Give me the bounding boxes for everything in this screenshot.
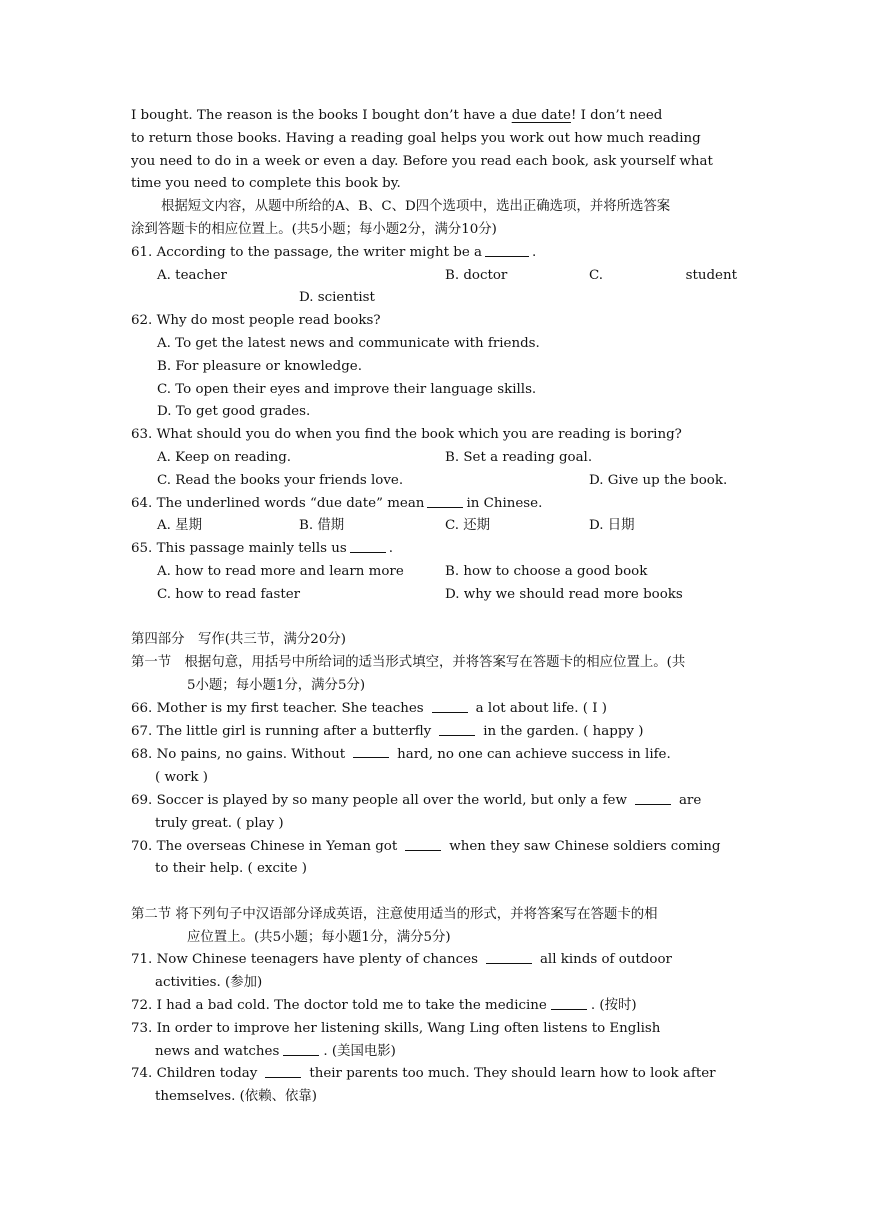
question-62: 62. Why do most people read books? — [131, 313, 381, 329]
answer-blank — [551, 995, 587, 1010]
trans-72: 72. I had a bad cold. The doctor told me to take the medicine . (按时) — [131, 995, 737, 1018]
option: B. For pleasure or knowledge. — [157, 358, 362, 374]
trans-71-cont: activities. (参加) — [155, 975, 263, 991]
underlined-due-date: due date — [511, 108, 571, 123]
options-65-row1 — [131, 561, 737, 584]
option: D. 日期 — [589, 518, 635, 534]
option: C. how to read faster — [157, 586, 301, 602]
answer-blank — [635, 790, 671, 805]
option: D. why we should read more books — [445, 586, 683, 602]
option: student — [685, 267, 737, 283]
option: B. doctor — [445, 267, 508, 283]
answer-blank — [265, 1063, 301, 1078]
question-65: 65. This passage mainly tells us . — [131, 538, 737, 561]
part4-heading: 第四部分 写作(共三节，满分20分) — [131, 632, 346, 648]
question-64: 64. The underlined words “due date” mean in Chinese. — [131, 493, 737, 516]
option: A. how to read more and learn more — [157, 563, 404, 579]
fill-70-cont: to their help. ( excite ) — [155, 861, 308, 877]
answer-blank — [350, 538, 386, 553]
option: C. — [589, 267, 604, 283]
options-64 — [131, 515, 737, 538]
option: C. 还期 — [445, 518, 491, 534]
option: A. teacher — [157, 267, 227, 283]
trans-73: 73. In order to improve her listening skills, Wang Ling often listens to English — [131, 1020, 661, 1036]
answer-blank — [427, 493, 463, 508]
fill-68-cont: ( work ) — [155, 770, 209, 786]
fill-68: 68. No pains, no gains. Without hard, no one can achieve success in life. — [131, 743, 737, 767]
section1-heading: 第一节 根据句意，用括号中所给词的适当形式填空，并将答案写在答题卡的相应位置上。(共 — [131, 655, 686, 671]
exam-page — [131, 105, 737, 1109]
fill-66: 66. Mother is my first teacher. She teaches a lot about life. ( I ) — [131, 698, 737, 721]
answer-blank — [485, 242, 529, 257]
passage-text: I bought. The reason is the books I bought don’t have a — [131, 108, 512, 123]
options-61 — [131, 265, 737, 288]
answer-blank — [439, 721, 475, 736]
instructions-line: 涂到答题卡的相应位置上。(共5小题；每小题2分，满分10分) — [131, 221, 497, 237]
passage-line — [131, 105, 737, 128]
section2-heading: 第二节 将下列句子中汉语部分译成英语，注意使用适当的形式，并将答案写在答题卡的相 — [131, 906, 658, 922]
fill-69: 69. Soccer is played by so many people all over the world, but only a few are — [131, 790, 737, 813]
section1-heading-cont: 5小题；每小题1分，满分5分) — [187, 677, 366, 693]
trans-74-cont: themselves. (依赖、依靠) — [155, 1089, 317, 1105]
options-63-row2 — [131, 470, 737, 493]
trans-74: 74. Children today their parents too much. They should learn how to look after — [131, 1063, 737, 1086]
option: D. To get good grades. — [157, 404, 311, 420]
trans-71: 71. Now Chinese teenagers have plenty of chances all kinds of outdoor — [131, 949, 737, 972]
option: D. scientist — [299, 290, 375, 306]
fill-69-cont: truly great. ( play ) — [155, 815, 284, 831]
options-63-row1 — [131, 447, 737, 470]
option: B. how to choose a good book — [445, 563, 648, 579]
answer-blank — [432, 698, 468, 713]
option: D. Give up the book. — [589, 472, 728, 488]
answer-blank — [486, 949, 532, 964]
section2-heading-cont: 应位置上。(共5小题；每小题1分，满分5分) — [187, 929, 451, 945]
fill-70: 70. The overseas Chinese in Yeman got when they saw Chinese soldiers coming — [131, 836, 737, 859]
option: A. To get the latest news and communicate with friends. — [157, 335, 540, 351]
option: A. Keep on reading. — [157, 449, 292, 465]
answer-blank — [283, 1041, 319, 1056]
question-63: 63. What should you do when you find the book which you are reading is boring? — [131, 427, 682, 443]
passage-text: ! I don’t need — [570, 108, 663, 123]
instructions-line: 根据短文内容，从题中所给的A、B、C、D四个选项中，选出正确选项，并将所选答案 — [161, 199, 671, 215]
passage-line: you need to do in a week or even a day. Before you read each book, ask yourself what — [131, 153, 713, 169]
answer-blank — [405, 836, 441, 851]
option: B. 借期 — [299, 518, 345, 534]
trans-73-cont: news and watches . (美国电影) — [131, 1041, 737, 1064]
option: C. Read the books your friends love. — [157, 472, 404, 488]
options-65-row2 — [131, 584, 737, 607]
option: C. To open their eyes and improve their language skills. — [157, 381, 537, 397]
fill-67: 67. The little girl is running after a butterfly in the garden. ( happy ) — [131, 721, 737, 744]
question-61: 61. According to the passage, the writer might be a . — [131, 242, 737, 265]
answer-blank — [353, 743, 389, 758]
option: B. Set a reading goal. — [445, 449, 593, 465]
passage-line: to return those books. Having a reading goal helps you work out how much reading — [131, 130, 701, 146]
passage-line: time you need to complete this book by. — [131, 176, 401, 192]
option: A. 星期 — [157, 518, 202, 534]
